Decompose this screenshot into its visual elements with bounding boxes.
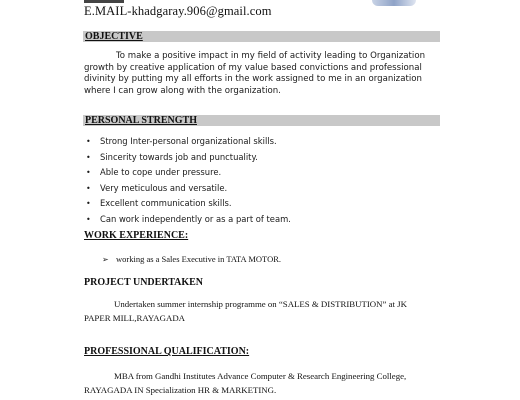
bullet-icon: • (86, 137, 91, 146)
bullet-icon: • (86, 199, 91, 208)
profile-photo (372, 0, 416, 6)
work-experience-heading: WORK EXPERIENCE: (84, 230, 189, 241)
qualification-text: MBA from Gandhi Institutes Advance Computer & Research Engineering College, RAYAGADA IN Specialization HR & MARKETING. (84, 371, 407, 395)
work-experience-item: ➢ working as a Sales Executive in TATA MOTOR. (102, 254, 281, 264)
bullet-icon: • (86, 183, 91, 193)
bullet-icon: • (86, 168, 91, 177)
project-text: Undertaken summer internship programme on “SALES & DISTRIBUTION” at JK PAPER MILL,RAYAGADA (84, 299, 407, 323)
project-heading: PROJECT UNDERTAKEN (84, 277, 204, 288)
bullet-icon: • (86, 152, 91, 162)
list-item: • Sincerity towards job and punctuality. (86, 150, 291, 166)
list-item: • Able to cope under pressure. (86, 165, 291, 181)
list-item: • Can work independently or as a part of team. (86, 212, 291, 228)
list-item: • Very meticulous and versatile. (86, 181, 291, 197)
cropped-name-text (84, 0, 124, 3)
arrow-bullet-icon: ➢ (102, 255, 109, 264)
email-address: E.MAIL-khadgaray.906@gmail.com (84, 4, 272, 18)
bullet-icon: • (86, 214, 91, 224)
objective-text: To make a positive impact in my field of activity leading to Organization growth by creative application of my value based convictions and professional divinity by putting my all efforts in the work assigned to me in an organization where I can grow along with the organization. (84, 51, 426, 96)
strength-heading: PERSONAL STRENGTH (85, 115, 197, 126)
qualification-heading: PROFESSIONAL QUALIFICATION: (84, 346, 250, 357)
objective-heading: OBJECTIVE (85, 31, 143, 42)
list-item: • Excellent communication skills. (86, 196, 291, 212)
list-item: • Strong Inter-personal organizational skills. (86, 134, 291, 150)
strength-list (86, 134, 291, 227)
